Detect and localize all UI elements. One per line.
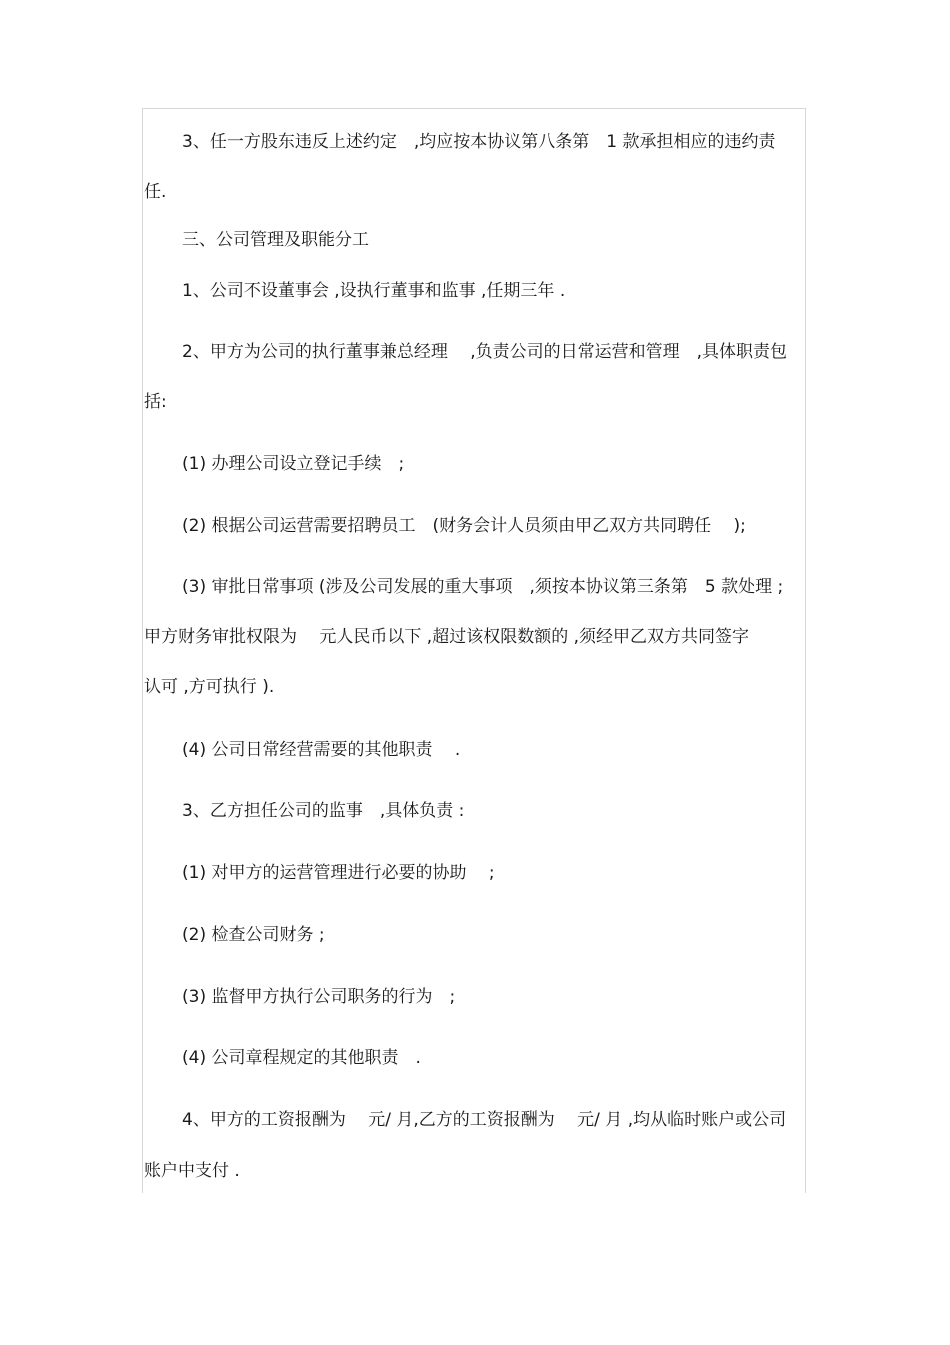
clause-2-item-2: (2) 根据公司运营需要招聘员工 (财务会计人员须由甲乙双方共同聘任 ); bbox=[182, 516, 746, 536]
paragraph-3-line-1: 3、任一方股东违反上述约定 ,均应按本协议第八条第 1 款承担相应的违约责 bbox=[182, 132, 776, 152]
section-heading-3: 三、公司管理及职能分工 bbox=[182, 230, 369, 250]
clause-3-item-3: (3) 监督甲方执行公司职务的行为 ; bbox=[182, 987, 456, 1007]
page-frame bbox=[142, 108, 806, 1193]
clause-3-item-2: (2) 检查公司财务 ; bbox=[182, 925, 325, 945]
clause-2-item-1: (1) 办理公司设立登记手续 ; bbox=[182, 454, 405, 474]
paragraph-3-line-2: 任. bbox=[144, 182, 167, 202]
clause-1: 1、公司不设董事会 ,设执行董事和监事 ,任期三年 . bbox=[182, 281, 566, 301]
clause-4-line-1: 4、甲方的工资报酬为 元/ 月,乙方的工资报酬为 元/ 月 ,均从临时账户或公司 bbox=[182, 1110, 787, 1130]
clause-2-item-3-line-2: 甲方财务审批权限为 元人民币以下 ,超过该权限数额的 ,须经甲乙双方共同签字 bbox=[144, 627, 750, 647]
clause-2-item-4: (4) 公司日常经营需要的其他职责 . bbox=[182, 740, 461, 760]
clause-3: 3、乙方担任公司的监事 ,具体负责 : bbox=[182, 801, 465, 821]
clause-3-item-1: (1) 对甲方的运营管理进行必要的协助 ; bbox=[182, 863, 495, 883]
clause-2-line-1: 2、甲方为公司的执行董事兼总经理 ,负责公司的日常运营和管理 ,具体职责包 bbox=[182, 342, 788, 362]
clause-4-line-2: 账户中支付 . bbox=[144, 1161, 240, 1181]
clause-2-item-3-line-1: (3) 审批日常事项 (涉及公司发展的重大事项 ,须按本协议第三条第 5 款处理 ; bbox=[182, 577, 784, 597]
clause-2-item-3-line-3: 认可 ,方可执行 ). bbox=[144, 677, 275, 697]
clause-2-line-2: 括: bbox=[144, 392, 167, 412]
clause-3-item-4: (4) 公司章程规定的其他职责 . bbox=[182, 1048, 421, 1068]
